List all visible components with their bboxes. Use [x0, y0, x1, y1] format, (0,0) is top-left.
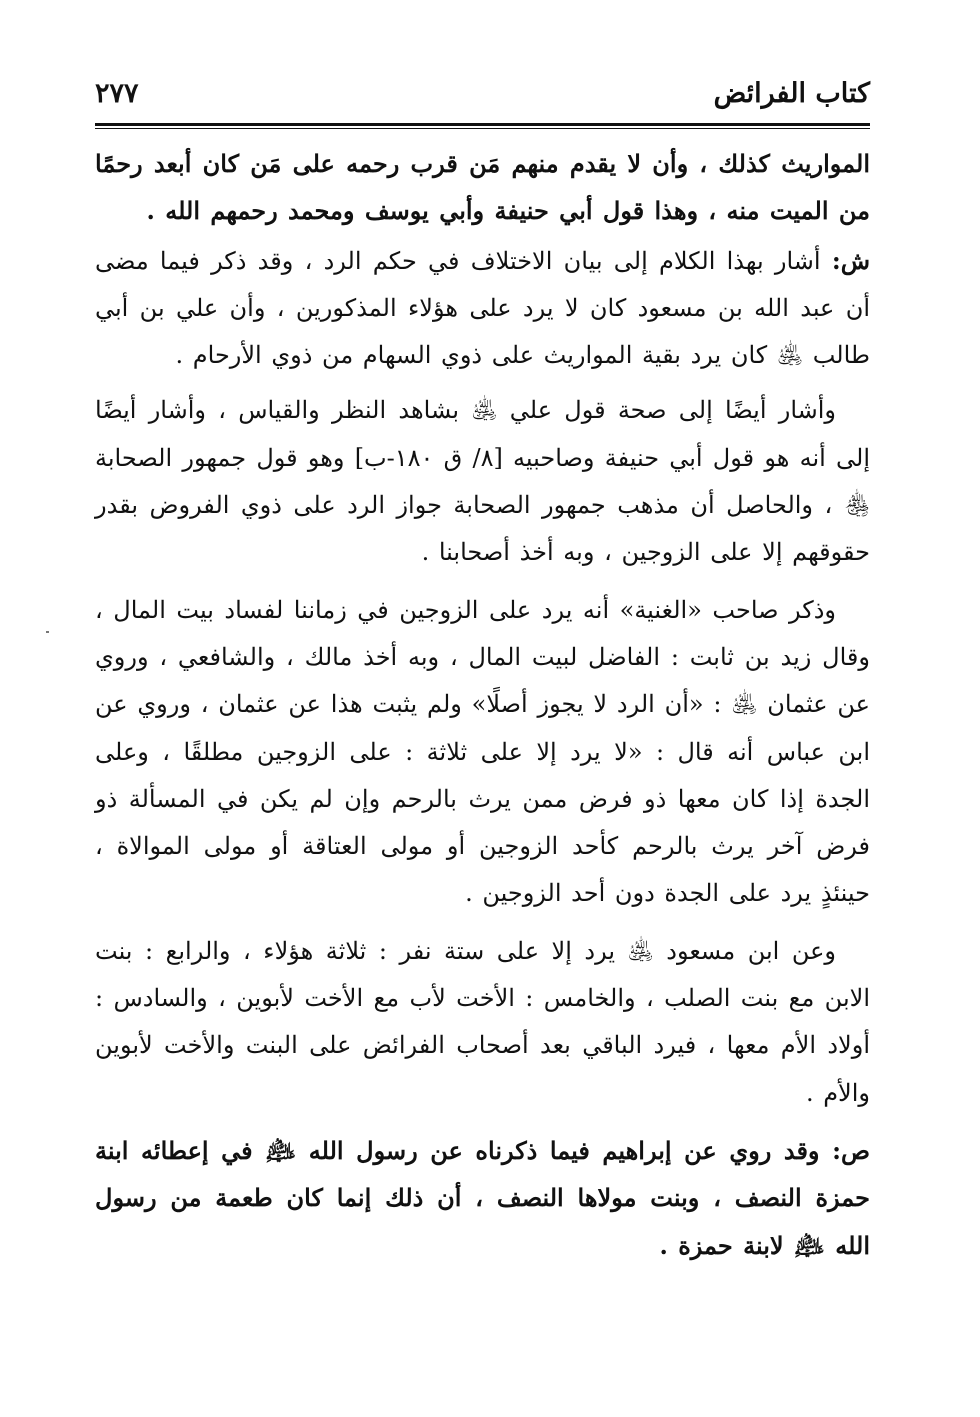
paragraph-text: وذكر صاحب «الغنية» أنه يرد على الزوجين في زماننا لفساد بيت المال ، وقال زيد بن ثابت : الفاضل لبيت المال ، وبه أخذ مالك ، والشافعي ، وروي عن عثمان ﵁ : «أن الرد لا يجوز أصلًا» ولم يثبت هذا عن عثمان ، وروي عن ابن عباس أنه قال : «لا يرد إلا على ثلاثة : على الزوجين مطلقًا ، وعلى الجدة إذا كان معها ذو فرض ممن يرث بالرحم وإن لم يكن في المسألة ذو فرض آخر يرث بالرحم كأحد الزوجين أو مولى العتاقة أو مولى الموالاة ، حينئذٍ يرد على الجدة دون أحد الزوجين . [95, 595, 870, 908]
sharh-paragraph-2 [95, 387, 870, 576]
header-rule [95, 123, 870, 126]
page-number: ٢٧٧ [95, 78, 139, 109]
paragraph-text: المواريث كذلك ، وأن لا يقدم منهم مَن قرب رحمه على مَن كان أبعد رحمًا من الميت منه ، وهذا قول أبي حنيفة وأبي يوسف ومحمد رحمهم الله . [95, 149, 870, 226]
main-text [95, 140, 870, 1269]
header-rule-thin [95, 128, 870, 129]
sharh-paragraph-1 [95, 237, 870, 380]
sharh-marker: ش: [831, 245, 870, 275]
paragraph-text: وقد روي عن إبراهيم فيما ذكرناه عن رسول الله ﵇ في إعطائه ابنة حمزة النصف ، وبنت مولاها النصف ، أن ذلك إنما كان طعمة من رسول الله ﵇ لابنة حمزة . [95, 1135, 870, 1260]
paragraph-text: وأشار أيضًا إلى صحة قول علي ﵁ بشاهد النظر والقياس ، وأشار أيضًا إلى أنه هو قول أبي حنيفة وصاحبيه [٨/ ق ١٨٠-ب] وهو قول جمهور الصحابة ﵃ ، والحاصل أن مذهب جمهور الصحابة جواز الرد على ذوي الفروض بقدر حقوقهم إلا على الزوجين ، وبه أخذ أصحابنا . [95, 396, 870, 567]
sharh-paragraph-3 [95, 587, 870, 918]
matn-paragraph-1 [95, 140, 870, 235]
paragraph-text: وعن ابن مسعود ﵁ يرد إلا على ستة نفر : ثلاثة هؤلاء ، والرابع : بنت الابن مع بنت الصلب ، والخامس : الأخت لأب مع الأخت لأبوين ، والسادس : أولاد الأم معها ، فيرد الباقي بعد أصحاب الفرائض على البنت والأخت لأبوين والأم . [95, 936, 870, 1107]
paragraph-text: أشار بهذا الكلام إلى بيان الاختلاف في حكم الرد ، وقد ذكر فيما مضى أن عبد الله بن مسعود كان لا يرد على هؤلاء المذكورين ، وأن علي بن أبي طالب ﵁ كان يرد بقية المواريث على ذوي السهام من ذوي الأرحام . [95, 246, 870, 370]
running-title: كتاب الفرائض [713, 78, 870, 109]
sharh-paragraph-4 [95, 928, 870, 1117]
matn-paragraph-2 [95, 1127, 870, 1269]
margin-speck [46, 631, 49, 633]
matn-marker: ص: [832, 1135, 870, 1165]
page-header [95, 70, 870, 122]
